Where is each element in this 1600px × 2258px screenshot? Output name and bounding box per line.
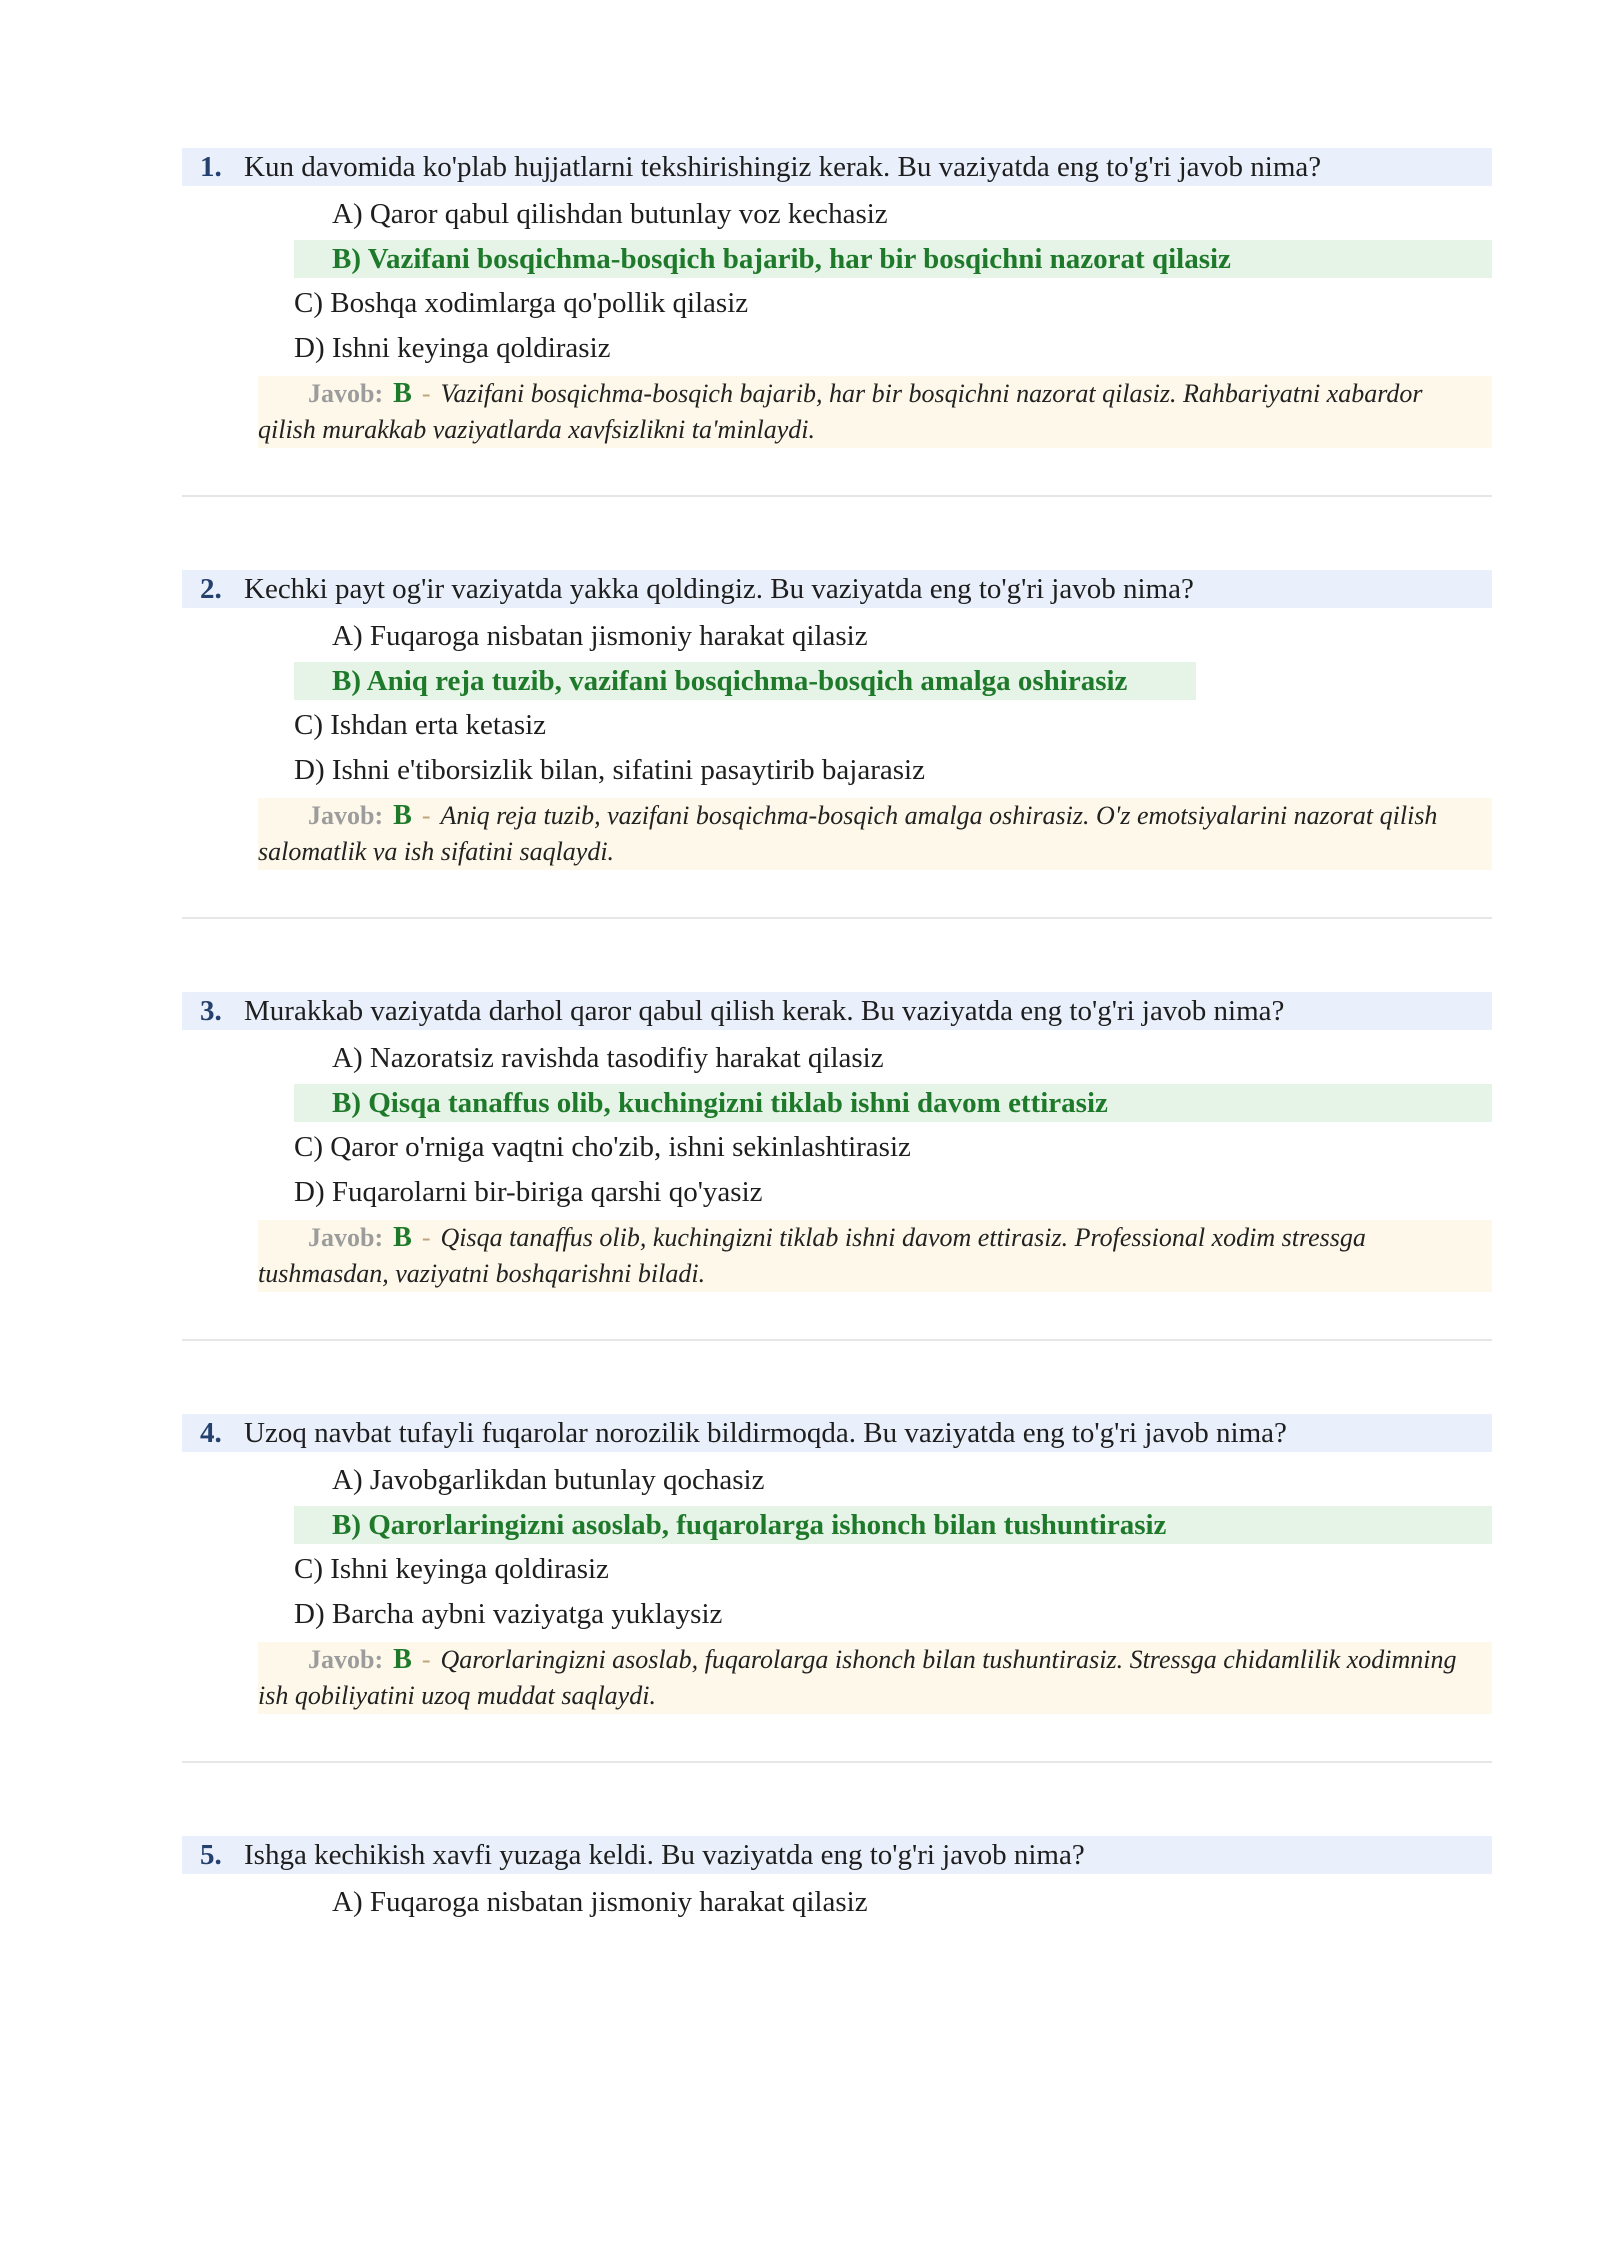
question-header [182, 1414, 1492, 1452]
divider [182, 1761, 1492, 1763]
answer-letter: B [393, 1644, 412, 1675]
question-header [182, 1836, 1492, 1874]
option-d: D) Fuqarolarni bir-biriga qarshi qo'yasiz [294, 1176, 763, 1208]
question-block [182, 1414, 1492, 1836]
option-d: D) Ishni keyinga qoldirasiz [294, 332, 611, 364]
answer-dash: - [421, 1645, 431, 1674]
answer-dash: - [421, 801, 431, 830]
divider [182, 917, 1492, 919]
divider [182, 495, 1492, 497]
answer-dash: - [421, 1223, 431, 1252]
answer-explanation [258, 798, 1492, 870]
option-b-correct [294, 240, 1492, 278]
question-number: 1. [200, 151, 222, 183]
option-a: A) Qaror qabul qilishdan butunlay voz kechasiz [332, 198, 888, 230]
question-header [182, 992, 1492, 1030]
option-a: A) Fuqaroga nisbatan jismoniy harakat qilasiz [332, 620, 868, 652]
answer-label: Javob: [308, 1645, 384, 1674]
option-a: A) Fuqaroga nisbatan jismoniy harakat qilasiz [332, 1886, 868, 1918]
question-header [182, 570, 1492, 608]
option-c: C) Ishdan erta ketasiz [294, 709, 547, 741]
question-block [182, 1836, 1492, 2258]
option-d: D) Ishni e'tiborsizlik bilan, sifatini pasaytirib bajarasiz [294, 754, 925, 786]
answer-text: Qisqa tanaffus olib, kuchingizni tiklab ishni davom ettirasiz. Professional xodim stressga tushmasdan, vaziyatni boshqarishni biladi. [258, 1223, 1366, 1288]
answer-letter: B [393, 1222, 412, 1253]
answer-explanation [258, 1642, 1492, 1714]
option-b-text: B) Qisqa tanaffus olib, kuchingizni tiklab ishni davom ettirasiz [332, 1087, 1108, 1119]
question-block [182, 570, 1492, 992]
answer-label: Javob: [308, 1223, 384, 1252]
question-text: Murakkab vaziyatda darhol qaror qabul qilish kerak. Bu vaziyatda eng to'g'ri javob nima? [244, 995, 1285, 1027]
quiz-document [182, 148, 1492, 2258]
option-c: C) Ishni keyinga qoldirasiz [294, 1553, 609, 1585]
option-d: D) Barcha aybni vaziyatga yuklaysiz [294, 1598, 723, 1630]
option-b-correct [294, 1084, 1492, 1122]
option-b-text: B) Aniq reja tuzib, vazifani bosqichma-bosqich amalga oshirasiz [332, 665, 1128, 697]
option-c: C) Qaror o'rniga vaqtni cho'zib, ishni sekinlashtirasiz [294, 1131, 911, 1163]
option-b-correct [294, 662, 1196, 700]
answer-explanation [258, 376, 1492, 448]
option-a: A) Nazoratsiz ravishda tasodifiy harakat qilasiz [332, 1042, 884, 1074]
option-c: C) Boshqa xodimlarga qo'pollik qilasiz [294, 287, 749, 319]
answer-label: Javob: [308, 379, 384, 408]
answer-explanation [258, 1220, 1492, 1292]
divider [182, 1339, 1492, 1341]
option-a: A) Javobgarlikdan butunlay qochasiz [332, 1464, 765, 1496]
answer-text: Aniq reja tuzib, vazifani bosqichma-bosqich amalga oshirasiz. O'z emotsiyalarini nazorat qilish salomatlik va ish sifatini saqlaydi. [258, 801, 1438, 866]
option-b-correct [294, 1506, 1492, 1544]
answer-dash: - [421, 379, 431, 408]
answer-label: Javob: [308, 801, 384, 830]
question-block [182, 992, 1492, 1414]
option-b-text: B) Qarorlaringizni asoslab, fuqarolarga ishonch bilan tushuntirasiz [332, 1509, 1167, 1541]
answer-text: Qarorlaringizni asoslab, fuqarolarga ishonch bilan tushuntirasiz. Stressga chidamlilik xodimning ish qobiliyatini uzoq muddat saqlaydi. [258, 1645, 1457, 1710]
question-block [182, 148, 1492, 570]
question-header [182, 148, 1492, 186]
answer-text: Vazifani bosqichma-bosqich bajarib, har bir bosqichni nazorat qilasiz. Rahbariyatni xabardor qilish murakkab vaziyatlarda xavfsizlikni ta'minlaydi. [258, 379, 1423, 444]
question-text: Uzoq navbat tufayli fuqarolar norozilik bildirmoqda. Bu vaziyatda eng to'g'ri javob nima? [244, 1417, 1287, 1449]
question-number: 4. [200, 1417, 222, 1449]
option-b-text: B) Vazifani bosqichma-bosqich bajarib, har bir bosqichni nazorat qilasiz [332, 243, 1231, 275]
answer-letter: B [393, 378, 412, 409]
question-text: Kun davomida ko'plab hujjatlarni tekshirishingiz kerak. Bu vaziyatda eng to'g'ri javob nima? [244, 151, 1322, 183]
answer-letter: B [393, 800, 412, 831]
question-number: 3. [200, 995, 222, 1027]
question-number: 2. [200, 573, 222, 605]
question-text: Kechki payt og'ir vaziyatda yakka qoldingiz. Bu vaziyatda eng to'g'ri javob nima? [244, 573, 1194, 605]
question-number: 5. [200, 1839, 222, 1871]
question-text: Ishga kechikish xavfi yuzaga keldi. Bu vaziyatda eng to'g'ri javob nima? [244, 1839, 1085, 1871]
